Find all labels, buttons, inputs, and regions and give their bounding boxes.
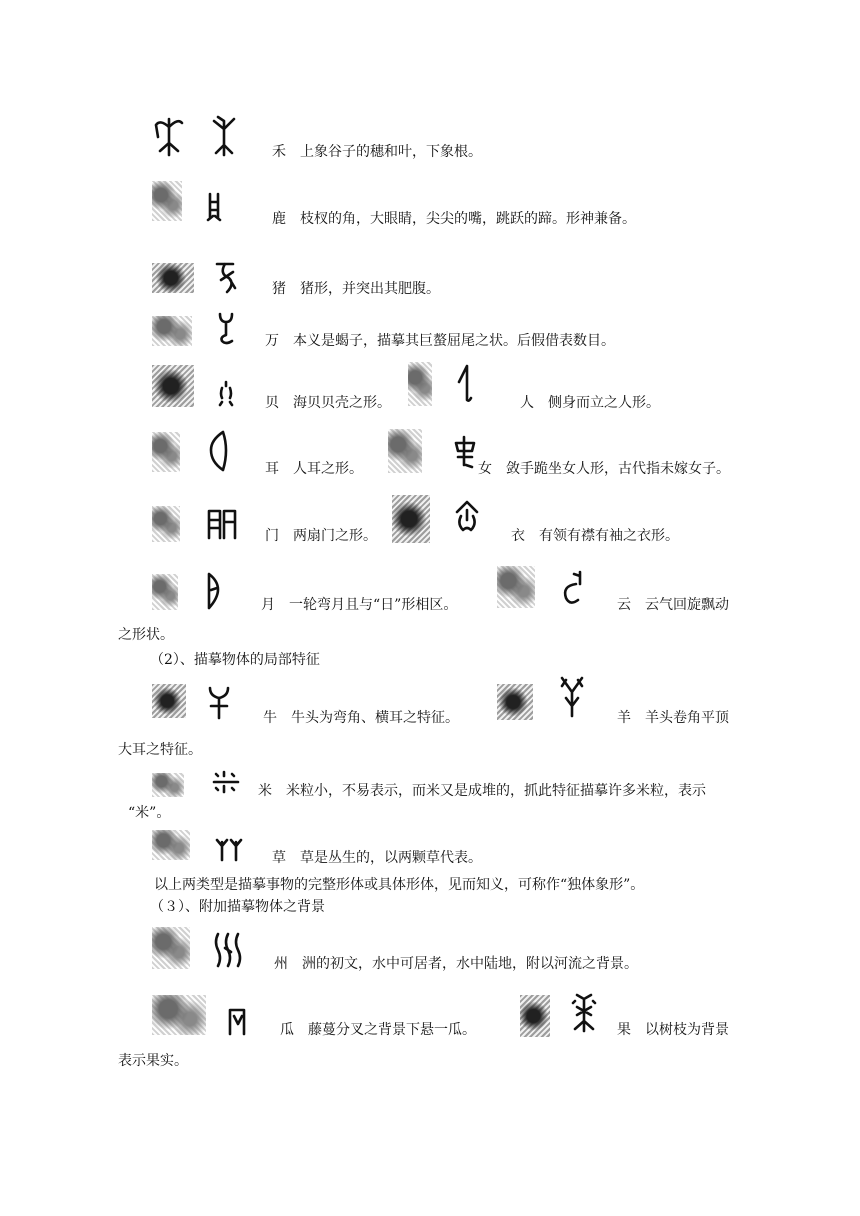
ren-bronze-image (408, 362, 432, 406)
entry-guo-line2: 表示果实。 (118, 1053, 188, 1069)
entry-yue: 月 一轮弯月且与“日”形相区。 (261, 597, 458, 613)
mi-bronze-image (152, 773, 184, 797)
entry-cao: 草 草是丛生的，以两颗草代表。 (272, 850, 482, 866)
zhu-oracle-glyph-icon (213, 258, 239, 296)
niu-oracle-glyph-icon (206, 686, 232, 720)
entry-zhu: 猪 猪形，并突出其肥腹。 (272, 281, 440, 297)
zhou-oracle-glyph-icon (212, 932, 244, 968)
mi-oracle-glyph-icon (212, 770, 240, 794)
entry-lu: 鹿 枝杈的角，大眼睛，尖尖的嘴，跳跃的蹄。形神兼备。 (272, 211, 636, 227)
cao-bronze-image (152, 830, 190, 860)
entry-ren: 人 侧身而立之人形。 (520, 395, 660, 411)
entry-nv: 女 敛手跪坐女人形，古代指未嫁女子。 (478, 461, 730, 477)
lu-bronze-image (152, 181, 182, 221)
entry-yun-line1: 云 云气回旋飘动 (617, 597, 729, 613)
entry-mi-line1: 米 米粒小，不易表示，而米又是成堆的，抓此特征描摹许多米粒，表示 (258, 783, 706, 799)
entry-men: 门 两扇门之形。 (265, 528, 377, 544)
er-bronze-image (152, 432, 180, 472)
men-bronze-image (152, 506, 180, 542)
bei-oracle-glyph-icon (218, 380, 234, 406)
yun-bronze-image (497, 566, 535, 608)
entry-er: 耳 人耳之形。 (265, 461, 363, 477)
guo-oracle-glyph-icon (569, 993, 599, 1033)
entry-yang-line2: 大耳之特征。 (118, 742, 202, 758)
entry-bei: 贝 海贝贝壳之形。 (265, 395, 391, 411)
section-heading-3: （３）、附加描摹物体之背景 (150, 899, 325, 915)
entry-guo-line1: 果 以树枝为背景 (617, 1022, 729, 1038)
wan-bronze-image (152, 316, 192, 346)
he-oracle-glyph-icon (210, 115, 238, 157)
men-oracle-glyph-icon (206, 508, 238, 540)
entry-yang-line1: 羊 羊头卷角平顶 (617, 710, 729, 726)
he-bronze-glyph-icon (152, 115, 186, 157)
yang-bronze-image (497, 684, 533, 720)
section-heading-2: （2）、描摹物体的局部特征 (150, 652, 320, 668)
ren-oracle-glyph-icon (455, 364, 477, 404)
gua-oracle-glyph-icon (226, 1006, 248, 1036)
lu-oracle-glyph-icon (205, 192, 223, 222)
entry-niu: 牛 牛头为弯角、横耳之特征。 (263, 710, 459, 726)
entry-wan: 万 本义是蝎子，描摹其巨螯屈尾之状。后假借表数目。 (265, 333, 615, 349)
entry-he: 禾 上象谷子的穗和叶，下象根。 (272, 144, 482, 160)
gua-bronze-image (152, 995, 206, 1035)
entry-mi-line2: “米”。 (128, 805, 171, 821)
yue-oracle-glyph-icon (205, 572, 227, 610)
yun-oracle-glyph-icon (560, 570, 586, 608)
entry-gua: 瓜 藤蔓分叉之背景下悬一瓜。 (280, 1022, 476, 1038)
yi-oracle-glyph-icon (453, 500, 481, 534)
zhou-bronze-image (152, 927, 190, 969)
bei-bronze-image (152, 365, 194, 407)
yi-bronze-image (392, 495, 430, 543)
niu-bronze-image (152, 684, 186, 718)
nv-oracle-glyph-icon (452, 435, 478, 469)
entry-zhou: 州 洲的初文，水中可居者，水中陆地，附以河流之背景。 (274, 956, 638, 972)
zhu-bronze-image (152, 263, 194, 293)
yang-oracle-glyph-icon (558, 676, 586, 718)
entry-yun-line2: 之形状。 (118, 627, 174, 643)
er-oracle-glyph-icon (205, 430, 231, 472)
cao-oracle-glyph-icon (214, 836, 244, 862)
guo-bronze-image (520, 995, 550, 1037)
summary-text: 以上两类型是描摹事物的完整形体或具体形体，见而知义，可称作“独体象形”。 (154, 877, 645, 893)
nv-bronze-image (388, 429, 422, 473)
entry-yi: 衣 有领有襟有袖之衣形。 (511, 528, 679, 544)
wan-oracle-glyph-icon (216, 311, 238, 347)
yue-bronze-image (152, 574, 178, 610)
